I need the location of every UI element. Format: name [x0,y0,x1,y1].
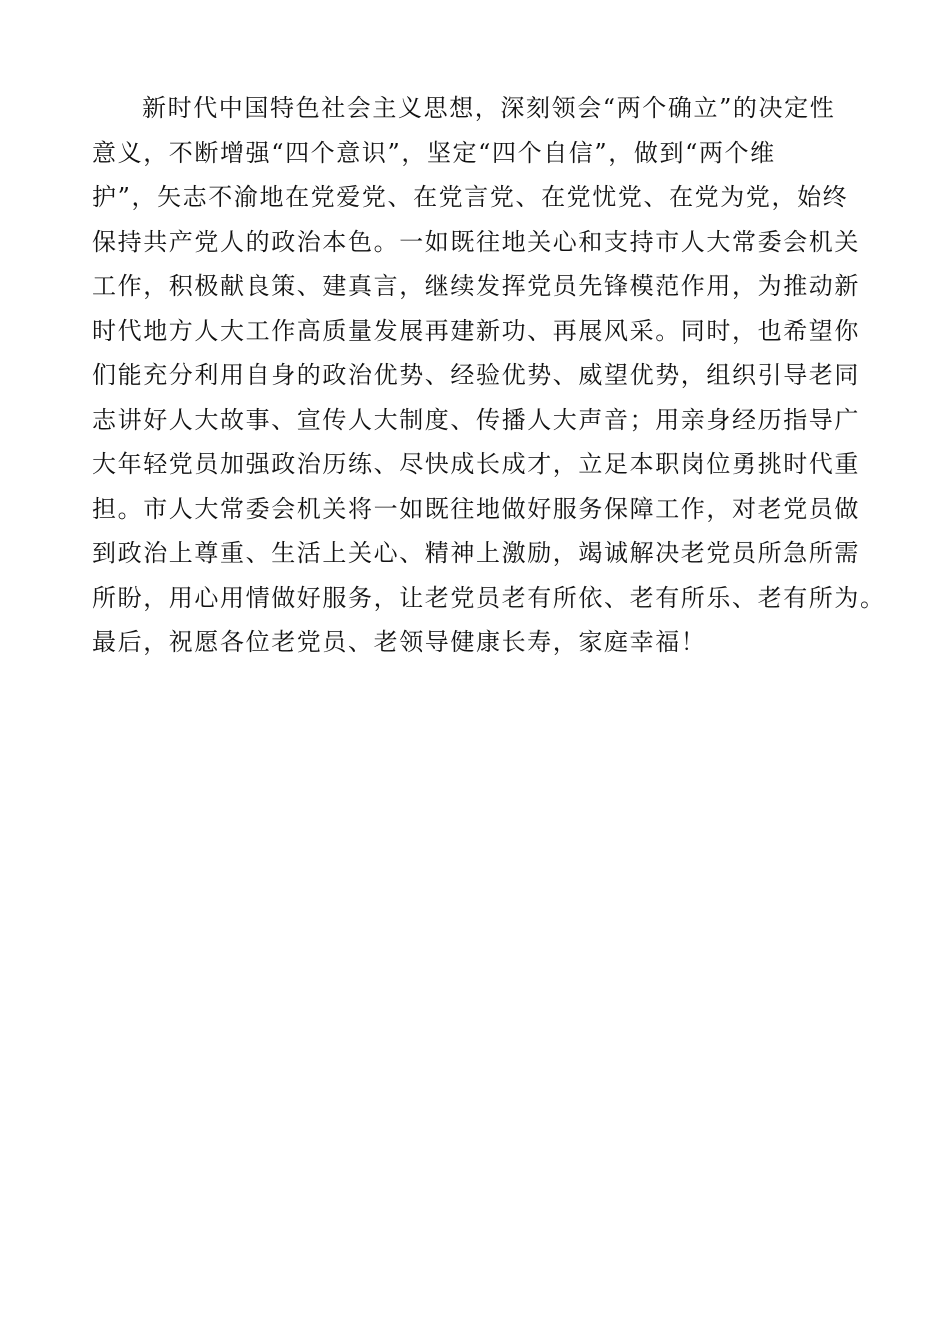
paragraph-line: 们能充分利用自身的政治优势、经验优势、威望优势，组织引导老同 [92,361,860,389]
paragraph-line: 担。市人大常委会机关将一如既往地做好服务保障工作，对老党员做 [92,494,860,523]
paragraph-line: 新时代中国特色社会主义思想，深刻领会“两个确立”的决定性 [142,94,836,122]
paragraph-line: 时代地方人大工作高质量发展再建新功、再展风采。同时，也希望你 [92,316,860,345]
paragraph-line: 保持共产党人的政治本色。一如既往地关心和支持市人大常委会机关 [92,227,860,256]
paragraph-line: 工作，积极献良策、建真言，继续发挥党员先锋模范作用，为推动新 [92,272,860,300]
body-paragraph [92,86,892,665]
paragraph-line: 大年轻党员加强政治历练、尽快成长成才，立足本职岗位勇挑时代重 [92,450,860,478]
paragraph-line: 志讲好人大故事、宣传人大制度、传播人大声音；用亲身经历指导广 [92,405,860,434]
paragraph-line: 护”，矢志不渝地在党爱党、在党言党、在党忧党、在党为党，始终 [92,183,849,211]
paragraph-line: 所盼，用心用情做好服务，让老党员老有所依、老有所乐、老有所为。 [92,583,886,612]
paragraph-line: 意义，不断增强“四个意识”，坚定“四个自信”，做到“两个维 [92,138,776,167]
paragraph-line: 到政治上尊重、生活上关心、精神上激励，竭诚解决老党员所急所需 [92,539,860,567]
paragraph-line: 最后，祝愿各位老党员、老领导健康长寿，家庭幸福！ [92,628,707,656]
